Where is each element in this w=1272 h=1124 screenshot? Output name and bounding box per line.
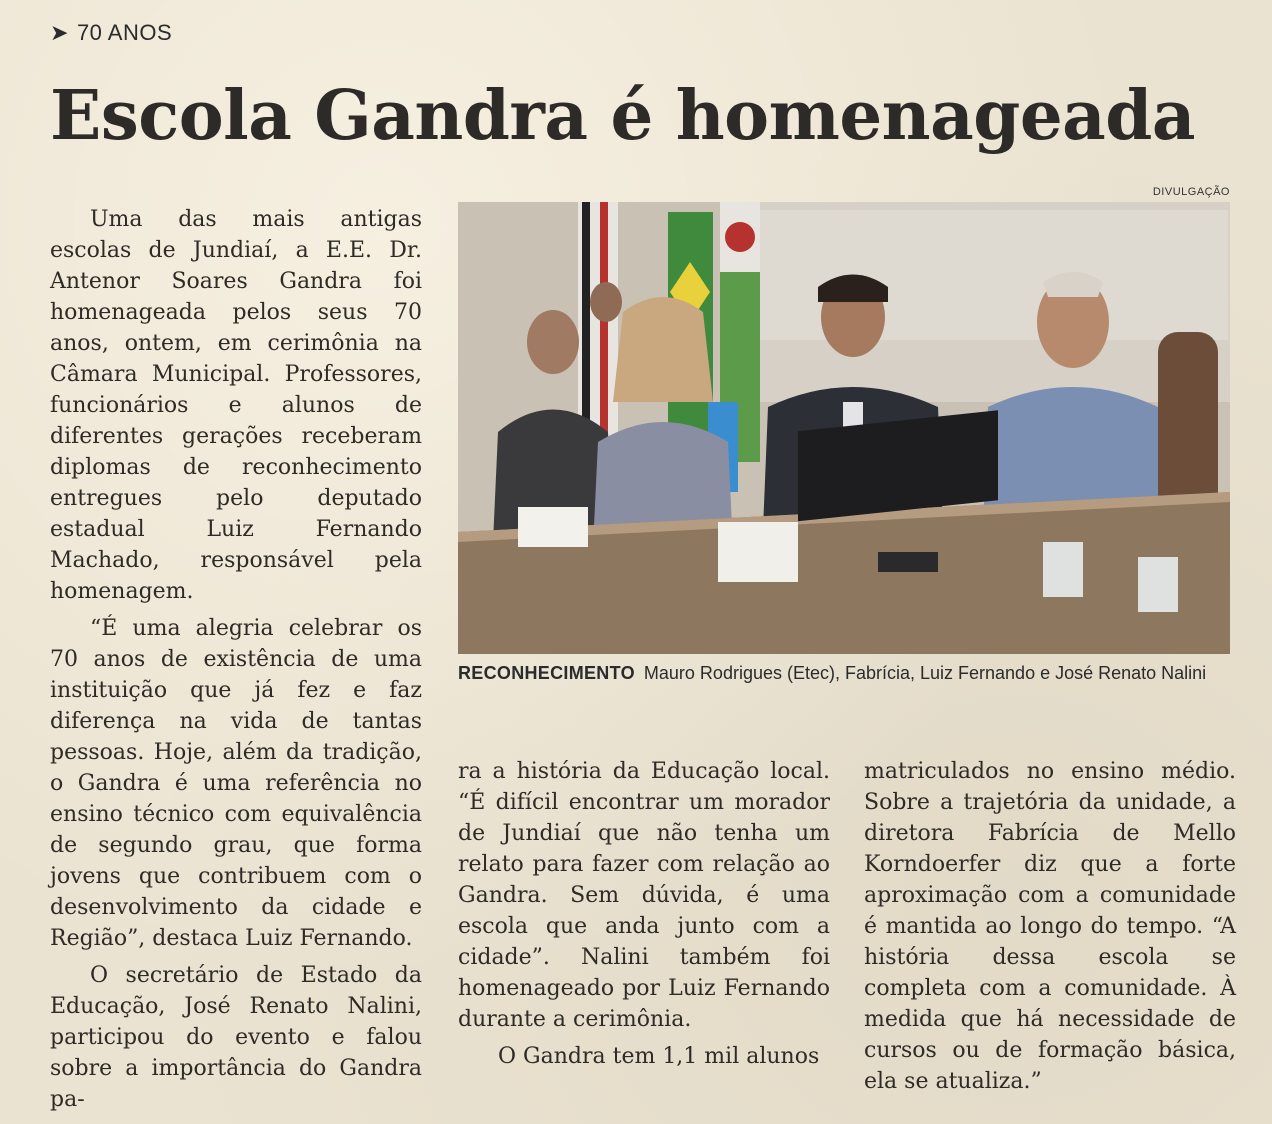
article-column-1 [50, 204, 422, 1115]
photo-caption-label: RECONHECIMENTO [458, 663, 635, 683]
ceremony-photo-illustration [458, 202, 1230, 654]
photo-caption [458, 660, 1248, 686]
photo-credit: DIVULGAÇÃO [1152, 186, 1230, 198]
article-paragraph: Uma das mais antigas escolas de Jundiaí, a E.E. Dr. Antenor Soares Gandra foi homenageada pelos seus 70 anos, ontem, em cerimônia na Câmara Municipal. Professores, funcionários e alunos de diferentes gerações receberam diplomas de reconhecimento entregues pelo deputado estadual Luiz Fernando Machado, responsável pela homenagem. [50, 207, 422, 604]
bleed-through-texture [560, 0, 1260, 60]
article-paragraph: ra a história da Educação local. “É difícil encontrar um morador de Jundiaí que não tenha um relato para fazer com relação ao Gandra. Sem dúvida, é uma escola que anda junto com a cidade”. Nalini também foi homenageado por Luiz Fernando durante a cerimônia. [458, 759, 830, 1032]
headline: Escola Gandra é homenageada [50, 76, 1195, 156]
article-column-3 [864, 756, 1236, 1097]
photo-caption-text: Mauro Rodrigues (Etec), Fabrícia, Luiz Fernando e José Renato Nalini [643, 663, 1207, 683]
article-paragraph: “É uma alegria celebrar os 70 anos de existência de uma instituição que já fez e faz diferença na vida de tantas pessoas. Hoje, além da tradição, o Gandra é uma referência no ensino técnico com equivalência de segundo grau, que forma jovens que contribuem com o desenvolvimento da cidade e Região”, destaca Luiz Fernando. [50, 616, 422, 951]
article-paragraph: O Gandra tem 1,1 mil alunos [498, 1044, 820, 1069]
section-kicker-label: 70 ANOS [76, 20, 173, 45]
arrow-right-icon: ➤ [50, 20, 69, 45]
section-kicker [50, 18, 172, 48]
article-paragraph: matriculados no ensino médio. Sobre a trajetória da unidade, a diretora Fabrícia de Mello Korndoerfer diz que a forte aproximação com a comunidade é mantida ao longo do tempo. “A história dessa escola se completa com a comunidade. À medida que há necessidade de cursos ou de formação básica, ela se atualiza.” [864, 759, 1236, 1094]
article-column-2 [458, 756, 830, 1072]
ceremony-photo [458, 202, 1230, 654]
article-paragraph: O secretário de Estado da Educação, José Renato Nalini, participou do evento e falou sobre a importância do Gandra pa- [50, 963, 422, 1112]
